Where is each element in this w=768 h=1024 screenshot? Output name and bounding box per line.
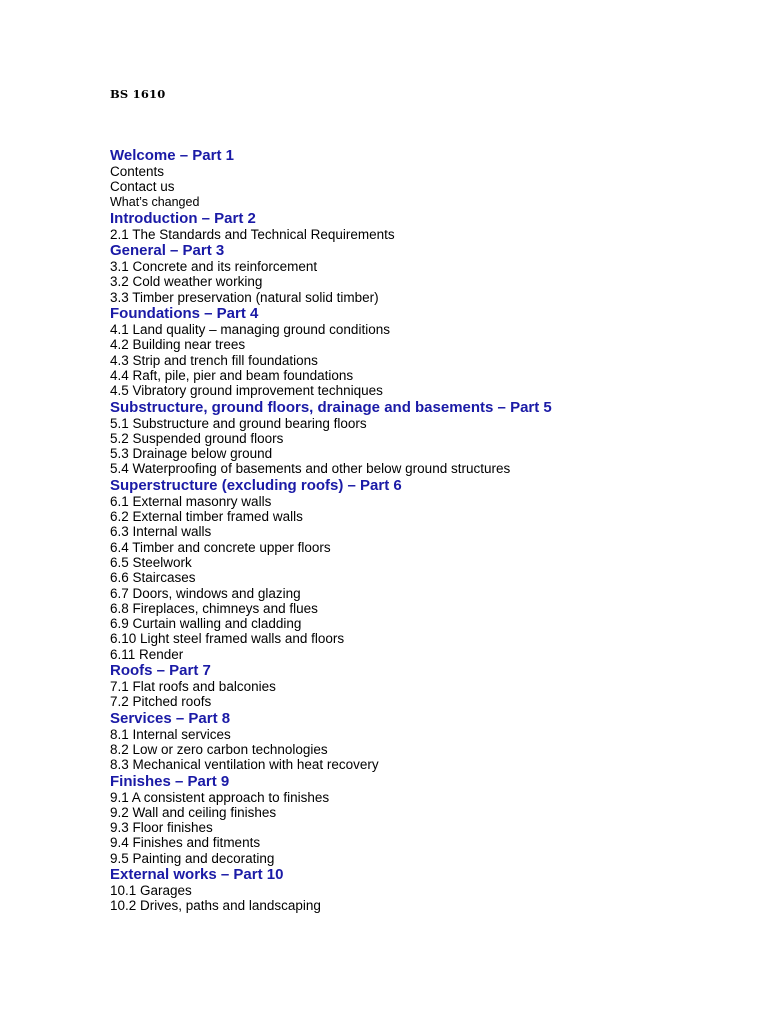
toc-item[interactable]: 9.4 Finishes and fitments: [110, 835, 261, 851]
toc-item[interactable]: 9.3 Floor finishes: [110, 820, 213, 836]
toc-section: [110, 305, 750, 398]
part-heading[interactable]: Services – Part 8: [110, 709, 231, 727]
toc-section: [110, 399, 750, 477]
toc-item[interactable]: 9.2 Wall and ceiling finishes: [110, 804, 277, 820]
toc-section: [110, 477, 750, 662]
toc-item[interactable]: 6.8 Fireplaces, chimneys and flues: [110, 600, 318, 616]
toc-item[interactable]: 4.2 Building near trees: [110, 337, 246, 353]
toc-item[interactable]: 4.4 Raft, pile, pier and beam foundations: [110, 367, 354, 383]
part-heading[interactable]: General – Part 3: [110, 242, 225, 260]
toc-item[interactable]: 6.6 Staircases: [110, 570, 196, 586]
toc-section: [110, 210, 750, 242]
toc-item[interactable]: What’s changed: [110, 194, 200, 209]
part-heading[interactable]: Finishes – Part 9: [110, 772, 230, 790]
part-heading[interactable]: Roofs – Part 7: [110, 662, 211, 680]
toc-item[interactable]: 10.2 Drives, paths and landscaping: [110, 898, 321, 914]
toc-item[interactable]: 3.1 Concrete and its reinforcement: [110, 259, 318, 275]
toc-section: [110, 773, 750, 866]
toc-item[interactable]: 6.7 Doors, windows and glazing: [110, 585, 301, 601]
toc-item[interactable]: 6.2 External timber framed walls: [110, 509, 303, 525]
toc-item[interactable]: 8.2 Low or zero carbon technologies: [110, 741, 328, 757]
document-code: BS 1610: [110, 87, 166, 101]
toc-item[interactable]: 5.1 Substructure and ground bearing floors: [110, 415, 367, 431]
toc-item[interactable]: 5.2 Suspended ground floors: [110, 430, 284, 446]
toc-item[interactable]: 4.1 Land quality – managing ground conditions: [110, 322, 390, 338]
toc-section: [110, 710, 750, 773]
toc-section: [110, 147, 750, 210]
toc-item[interactable]: Contact us: [110, 179, 175, 195]
toc-item[interactable]: 6.3 Internal walls: [110, 524, 212, 540]
toc-item[interactable]: 6.9 Curtain walling and cladding: [110, 616, 302, 632]
toc-item[interactable]: 6.10 Light steel framed walls and floors: [110, 631, 345, 647]
part-heading[interactable]: Welcome – Part 1: [110, 147, 234, 164]
toc-item[interactable]: 7.2 Pitched roofs: [110, 694, 212, 710]
toc-item[interactable]: 8.1 Internal services: [110, 726, 231, 742]
toc-item[interactable]: 6.4 Timber and concrete upper floors: [110, 539, 331, 555]
part-heading[interactable]: Substructure, ground floors, drainage and basements – Part 5: [110, 398, 552, 416]
toc-item[interactable]: 5.3 Drainage below ground: [110, 446, 273, 462]
toc-item[interactable]: 7.1 Flat roofs and balconies: [110, 679, 276, 695]
toc-item[interactable]: 5.4 Waterproofing of basements and other below ground structures: [110, 461, 511, 477]
toc-item[interactable]: Contents: [110, 164, 165, 179]
toc-item[interactable]: 6.1 External masonry walls: [110, 493, 272, 509]
toc-item[interactable]: 8.3 Mechanical ventilation with heat recovery: [110, 757, 379, 773]
part-heading[interactable]: External works – Part 10: [110, 865, 284, 883]
toc-item[interactable]: 3.3 Timber preservation (natural solid timber): [110, 289, 379, 305]
toc-item[interactable]: 6.5 Steelwork: [110, 554, 192, 570]
toc-item[interactable]: 9.5 Painting and decorating: [110, 850, 275, 866]
toc-section: [110, 662, 750, 710]
toc-item[interactable]: 4.5 Vibratory ground improvement techniques: [110, 383, 383, 399]
toc-section: [110, 866, 750, 914]
part-heading[interactable]: Foundations – Part 4: [110, 305, 259, 323]
toc-item[interactable]: 2.1 The Standards and Technical Requirements: [110, 226, 395, 242]
toc-item[interactable]: 6.11 Render: [110, 646, 184, 662]
toc-section: [110, 242, 750, 305]
table-of-contents: [110, 147, 750, 914]
part-heading[interactable]: Superstructure (excluding roofs) – Part 6: [110, 476, 402, 494]
toc-item[interactable]: 10.1 Garages: [110, 882, 192, 898]
toc-item[interactable]: 3.2 Cold weather working: [110, 274, 263, 290]
toc-item[interactable]: 4.3 Strip and trench fill foundations: [110, 352, 318, 368]
toc-item[interactable]: 9.1 A consistent approach to finishes: [110, 789, 330, 805]
part-heading[interactable]: Introduction – Part 2: [110, 209, 256, 227]
